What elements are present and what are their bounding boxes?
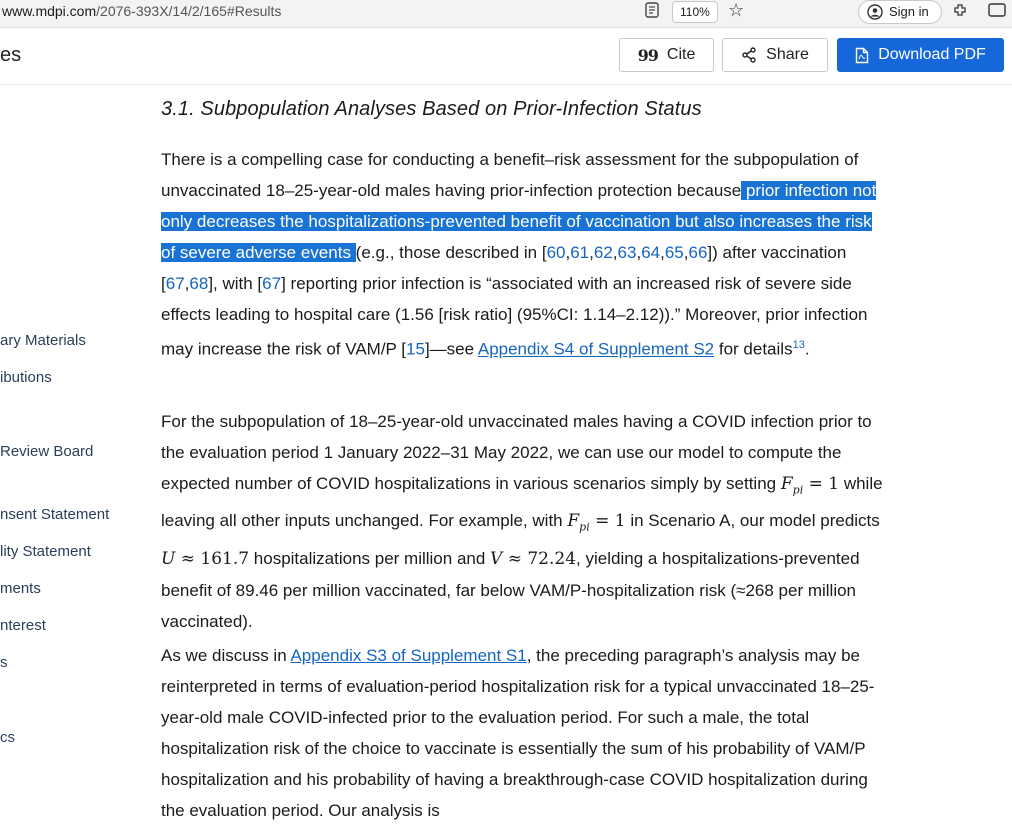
cite-label: Cite xyxy=(666,46,696,63)
text-span: There is a compelling case for conducting a benefit–risk assessment for the subpopulation of unvaccinated 18–25-year-old males having prior-infection protection because xyxy=(161,150,859,200)
download-label: Download PDF xyxy=(878,46,986,63)
text-span: , the preceding paragraph’s analysis may be reinterpreted in terms of evaluation-period hospitalization risk for a typical unvaccinated 18–25-year-old male COVID-infected prior to the evaluation period. For such a male, the total hospitalization risk of the choice to vaccinate is essentially the sum of his probability of VAM/P hospitalization and his probability of having a breakthrough-case COVID hospitalization during the evaluation period. Our analysis is xyxy=(161,646,875,820)
paragraph-model-scenario xyxy=(161,406,886,637)
url-path: /2076-393X/14/2/165#Results xyxy=(96,3,282,19)
sidebar-item-institutional-review-board[interactable]: Review Board xyxy=(0,443,94,460)
text-span: . xyxy=(804,339,810,359)
math-v: V xyxy=(490,548,503,569)
sidebar-item-conflicts-of-interest[interactable]: nterest xyxy=(0,617,46,634)
header-section-label: es xyxy=(0,44,22,66)
sidebar-item-acknowledgments[interactable]: ments xyxy=(0,580,41,597)
sign-in-button[interactable] xyxy=(858,0,942,24)
address-bar[interactable] xyxy=(2,3,281,19)
text-span: for details xyxy=(714,339,793,359)
favorite-star-icon[interactable]: ☆ xyxy=(728,0,745,20)
pdf-file-icon xyxy=(855,47,869,64)
citation-link[interactable]: 60 xyxy=(546,243,566,262)
sidebar-item-abbreviations[interactable]: s xyxy=(0,654,8,671)
cite-button[interactable] xyxy=(619,38,714,72)
math-v-value: ≈ 72.24 xyxy=(502,548,577,569)
download-pdf-button[interactable] xyxy=(837,38,1004,72)
text-span: As we discuss in xyxy=(161,646,291,665)
quote-icon: 99 xyxy=(637,45,658,65)
footnote-marker[interactable]: 13 xyxy=(792,339,805,351)
selected-text-highlight[interactable]: prior infection not only decreases the hospitalizations-prevented benefit of vaccination but also increases the risk of severe adverse events xyxy=(161,181,877,262)
text-span: ], with [ xyxy=(208,274,263,293)
citation-link[interactable]: 67 xyxy=(262,274,282,293)
sidebar-item-data-availability[interactable]: lity Statement xyxy=(0,543,91,560)
text-span: ]) after vaccination [ xyxy=(161,243,847,293)
citation-link[interactable]: 64 xyxy=(641,243,661,262)
zoom-indicator[interactable]: 110% xyxy=(672,1,718,23)
section-heading: 3.1. Subpopulation Analyses Based on Prior-Infection Status xyxy=(161,98,702,120)
text-span: ]—see xyxy=(424,339,478,359)
citation-link[interactable]: 63 xyxy=(617,243,637,262)
citation-link[interactable]: 15 xyxy=(406,339,425,359)
sidebar-item-references[interactable]: cs xyxy=(0,729,15,746)
text-span: in Scenario A, our model predicts xyxy=(625,511,880,531)
text-span: while leaving all other inputs unchanged. For example, with xyxy=(161,474,883,531)
citation-link[interactable]: 68 xyxy=(189,274,209,293)
paragraph-risk-reinterpretation xyxy=(161,640,886,826)
appendix-s3-link[interactable]: Appendix S3 of Supplement S1 xyxy=(290,646,527,665)
share-icon xyxy=(741,47,757,63)
share-button[interactable] xyxy=(722,38,828,72)
math-equals-one: = 1 xyxy=(589,511,626,532)
text-span: ] reporting prior infection is “associated with an increased risk of severe side effects leading to hospital care (1.56 [risk ratio] (95%CI: 1.14–2.12)).” Moreover, prior infection may increase the risk of VAM/P [ xyxy=(161,274,868,359)
share-label: Share xyxy=(766,46,809,63)
text-span: hospitalizations per million and xyxy=(249,548,491,568)
sidebar-item-informed-consent[interactable]: nsent Statement xyxy=(0,506,110,523)
text-span: For the subpopulation of 18–25-year-old unvaccinated males having a COVID infection prior to the evaluation period 1 January 2022–31 May 2022, we can use our model to compute the expected number of COVID hospitalizations in various scenarios simply by setting xyxy=(161,412,872,493)
math-equals-one: = 1 xyxy=(803,474,840,494)
citation-link[interactable]: 65 xyxy=(664,243,684,262)
reader-view-icon[interactable] xyxy=(645,2,659,21)
account-icon xyxy=(867,4,883,20)
math-u: U xyxy=(161,548,176,569)
citation-link[interactable]: 62 xyxy=(593,243,613,262)
citation-link[interactable]: 61 xyxy=(570,243,590,262)
url-host: www.mdpi.com xyxy=(2,3,97,19)
sidebar-item-author-contributions[interactable]: ibutions xyxy=(0,369,52,386)
sidebar-item-supplementary-materials[interactable]: ary Materials xyxy=(0,332,86,349)
math-f-pi: $F_{pi}$ xyxy=(780,474,804,497)
math-f-pi: $F_{pi}$ xyxy=(567,511,590,534)
text-span: (e.g., those described in [ xyxy=(355,243,547,262)
text-span: , yielding a hospitalizations-prevented benefit of 89.46 per million vaccinated, far below VAM/P-hospitalization risk (≈268 per million vaccinated). xyxy=(161,548,860,631)
sidebar-toggle-icon[interactable] xyxy=(988,2,1006,21)
sign-in-label: Sign in xyxy=(889,4,929,19)
browser-toolbar xyxy=(0,0,1012,28)
math-u-value: ≈ 161.7 xyxy=(175,548,250,569)
extensions-icon[interactable] xyxy=(952,2,968,21)
appendix-s4-link[interactable]: Appendix S4 of Supplement S2 xyxy=(477,339,715,359)
citation-link[interactable]: 67 xyxy=(165,274,185,293)
article-header-bar xyxy=(0,28,1012,85)
paragraph-prior-infection: There is a compelling case for conducting a benefit–risk assessment for the subpopulation of unvaccinated 18–25-year-old males having prior-infection protection because prior infection not only decreases the hospitalizations-prevented benefit of vaccination but also increases the risk of severe adverse events (e.g., those described in [60,61,62,63,64,65,66]) after vaccination [67,68], with [67] reporting prior infection is “associated with an increased risk of severe side effects leading to hospital care (1.56 [risk ratio] (95%CI: 1.14–2.12)).” Moreover, prior infection may increase the risk of VAM/P [15]—see Appendix S4 of Supplement S2 for details$^{13}$. xyxy=(161,150,877,359)
article-body xyxy=(161,98,886,820)
citation-link[interactable]: 66 xyxy=(688,243,708,262)
